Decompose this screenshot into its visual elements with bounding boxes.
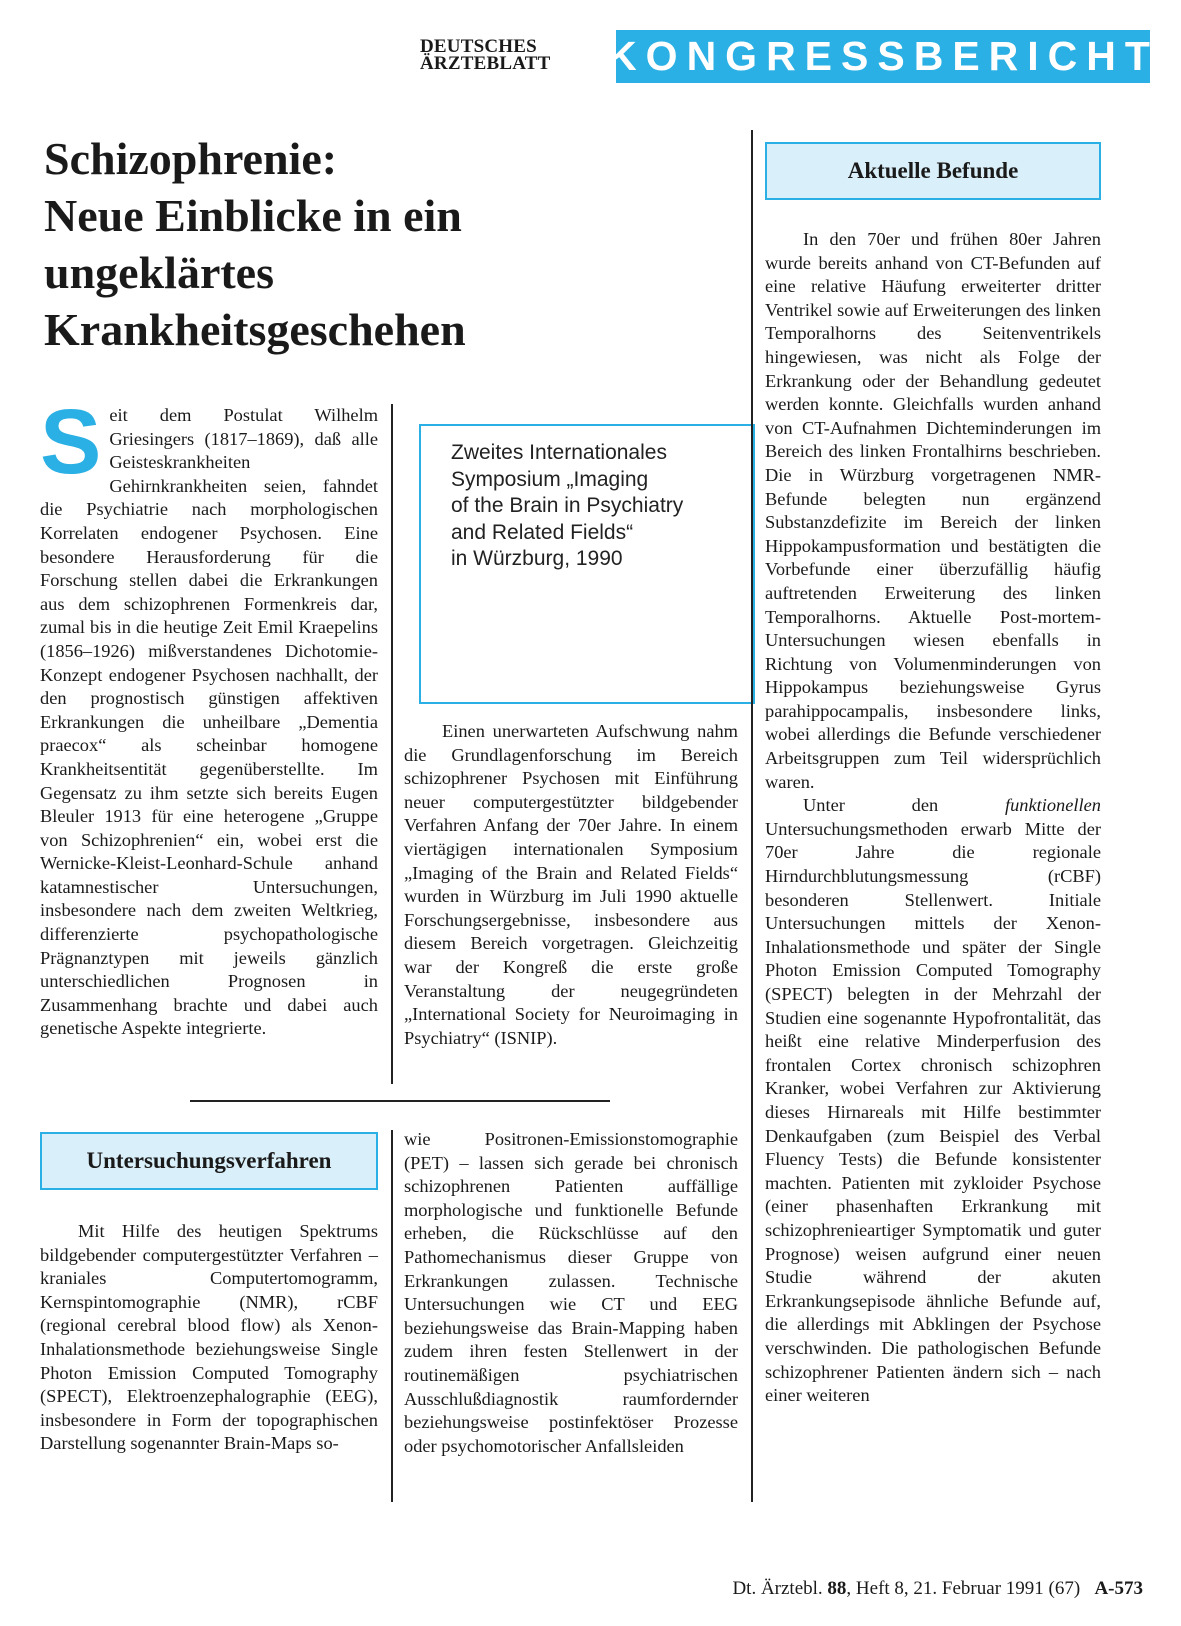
section-heading-text: Untersuchungsverfahren xyxy=(86,1148,332,1173)
lead-text: eit dem Postulat Wilhelm Griesingers (1817–1869), daß alle Geisteskrankheiten Gehirnkrankheiten seien, fahndet die Psychiatrie nach morphologischen Korrelaten endogener Psychosen. Eine besondere Herausforderung für die Forschung stellen dabei die Erkrankungen aus dem schizophrenen Formenkreis dar, zumal bis in die heutige Zeit Emil Kraepelins (1856–1926) mißverstandenes Dichotomie-Konzept endogener Psychosen nachhallt, der den prognostisch günstigen affektiven Erkrankungen die unheilbare „Dementia praecox“ als scheinbar homogene Krankheitsentität gegenüberstellte. Im Gegensatz zu ihm setzte sich bereits Eugen Bleuler 1913 für eine heterogene „Gruppe von Schizophrenien“ ein, wobei erst die Wernicke-Kleist-Leonhard-Schule anhand katamnestischer Untersuchungen, insbesondere nach dem zweiten Weltkrieg, differenzierte psychopathologische Prägnanztypen mit jeweils gänzlich unterschiedlichen Prognosen in Zusammenhang brachte und dabei auch genetische Aspekte integrierte. xyxy=(40,405,378,1039)
title-line: Neue Einblicke in ein xyxy=(44,190,462,241)
methods-continuation: wie Positronen-Emissionstomographie (PET) – lassen sich gerade bei chronisch schizophrenen Patienten auffällige morphologische und funktionelle Befunde erheben, die Rückschlüsse auf den Pathomechanismus dieser Gruppe von Erkrankungen zulassen. Technische Untersuchungen wie CT und EEG beziehungsweise das Brain-Mapping haben zudem ihren festen Stellenwert in der routinemäßigen psychiatrischen Ausschlußdiagnostik raumfordernder beziehungsweise postinfektöser Prozesse oder psychomotorischer Anfallsleiden xyxy=(404,1129,738,1456)
title-line: Krankheitsgeschehen xyxy=(44,304,466,355)
findings-paragraph-2: Unter den funktionellen Untersuchungsmethoden erwarb Mitte der 70er Jahre die regionale Hirndurchblutungsmessung (rCBF) besonderen Stellenwert. Initiale Untersuchungen mittels der Xenon-Inhalationsmethode und später der Single Photon Emission Computed Tomography (SPECT) belegten in der Mehrzahl der Studien eine sogenannte Hypofrontalität, das heißt eine relative Minderperfusion des frontalen Cortex chronisch schizophren Kranker, wobei Verfahren zur Aktivierung dieses Hirnareals mit Hilfe bestimmter Denkaufgaben (zum Beispiel des Verbal Fluency Tests) die Befunde konsistenter machten. Patienten mit zykloider Psychose (einer phasenhaften Erkrankung mit schizophrenieartiger Symptomatik und guter Prognose) weisen aufgrund einer neuen Studie während der akuten Erkrankungsepisode ähnliche Befunde auf, die allerdings mit Abklingen der Psychose verschwinden. Die pathologischen Befunde schizophrener Patienten ändern sich – nach einer weiteren xyxy=(765,795,1101,1406)
article-title xyxy=(44,130,664,358)
section-banner: KONGRESSBERICHT xyxy=(616,30,1150,83)
masthead-line-1: DEUTSCHES xyxy=(420,36,537,57)
info-line: of the Brain in Psychiatry xyxy=(451,494,684,517)
findings-column xyxy=(765,228,1101,1408)
info-line: Zweites Internationales xyxy=(451,441,667,464)
methods-paragraph: Mit Hilfe des heutigen Spektrums bildgebender computergestützter Verfahren – kraniales Computertomogramm, Kernspintomographie (NMR), rCBF (regional cerebral blood flow) als Xenon-Inhalationsmethode beziehungsweise Single Photon Emission Computed Tomography (SPECT), Elektroenzephalographie (EEG), insbesondere in Form der topographischen Darstellung sogenannter Brain-Maps so- xyxy=(40,1221,378,1454)
masthead-line-2: ÄRZTEBLATT xyxy=(420,53,551,74)
footer-volume: 88 xyxy=(827,1578,847,1599)
symposium-paragraph: Einen unerwarteten Aufschwung nahm die Grundlagenforschung im Bereich schizophrener Psychosen mit Einführung neuer computergestützter bildgebender Verfahren Anfang der 70er Jahre. In einem viertägigen internationalen Symposium „Imaging of the Brain and Related Fields“ wurden in Würzburg im Juli 1990 aktuelle Forschungsergebnisse, insbesondere aus diesem Bereich vorgetragen. Gleichzeitig war der Kongreß die erste große Veranstaltung der neugegründeten „International Society for Neuroimaging in Psychiatry“ (ISNIP). xyxy=(404,721,738,1048)
mid-column-lower xyxy=(404,1128,738,1458)
info-line: in Würzburg, 1990 xyxy=(451,547,623,570)
lead-column xyxy=(40,391,378,1041)
symposium-info-box xyxy=(419,424,755,704)
section-heading-untersuchungsverfahren xyxy=(40,1132,378,1190)
emphasis: funktionellen xyxy=(1004,795,1101,816)
drop-cap: S xyxy=(40,391,102,493)
section-heading-aktuelle-befunde xyxy=(765,142,1101,200)
footer-issue: , Heft 8, 21. Februar 1991 (67) xyxy=(846,1578,1081,1599)
mid-column-upper xyxy=(404,720,738,1050)
info-line: Symposium „Imaging xyxy=(451,467,649,491)
section-heading-text: Aktuelle Befunde xyxy=(847,158,1019,183)
journal-masthead xyxy=(420,38,550,72)
findings-paragraph-1: In den 70er und frühen 80er Jahren wurde bereits anhand von CT-Befunden auf eine relative Häufung erweiterter dritter Ventrikel sowie auf Erweiterungen des linken Temporalhorns des Seitenventrikels hingewiesen, was nicht als Folge der Erkrankung oder der Behandlung gedeutet werden konnte. Gleichfalls wurden anhand von CT-Aufnahmen Dichteminderungen im Bereich des linken Frontalhirns beschrieben. Die in Würzburg vorgetragenen NMR-Befunde belegten nun ergänzend Substanzdefizite im Bereich der linken Hippokampusformation und bestätigten die Vorbefunde einer überzufällig häufig auftretenden Erweiterung des linken Temporalhorns. Aktuelle Post-mortem-Untersuchungen wiesen ebenfalls in Richtung von Volumenminderungen von Hippokampus beziehungsweise Gyrus parahippocampalis, insbesondere links, wobei allerdings die Befunde verschiedener Arbeitsgruppen zum Teil widersprüchlich waren. xyxy=(765,229,1101,792)
lead-paragraph xyxy=(40,391,378,1041)
page-footer xyxy=(732,1578,1143,1600)
info-line: and Related Fields“ xyxy=(451,520,634,544)
title-line: ungeklärtes xyxy=(44,247,274,298)
methods-column xyxy=(40,1220,378,1456)
title-line: Schizophrenie: xyxy=(44,133,338,184)
footer-page-number: A-573 xyxy=(1094,1578,1143,1599)
column-divider xyxy=(751,130,753,1502)
column-divider xyxy=(391,1130,393,1502)
footer-journal: Dt. Ärztebl. xyxy=(732,1578,823,1599)
column-divider xyxy=(391,404,393,1084)
horizontal-divider xyxy=(190,1100,610,1102)
